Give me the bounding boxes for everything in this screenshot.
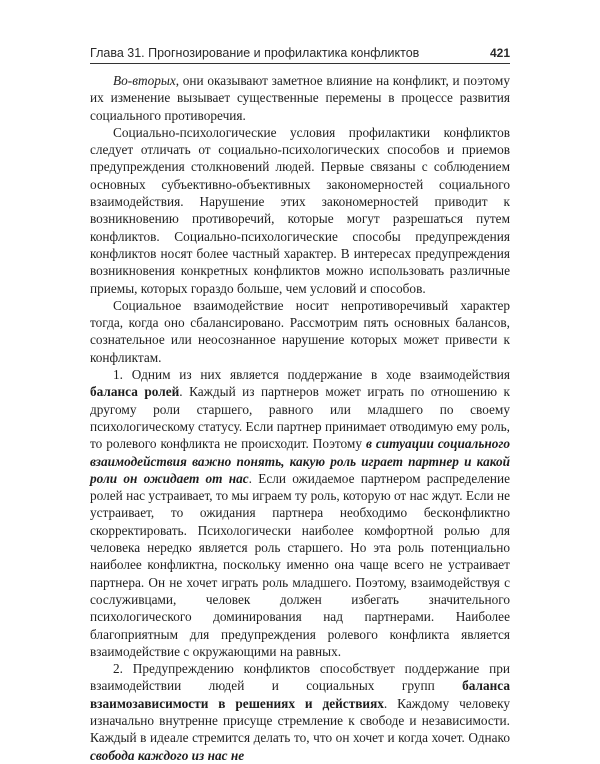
header-rule bbox=[90, 63, 510, 64]
paragraph-3: Социальное взаимодействие носит непротиворечивый характер тогда, когда оно сбалансировано. Рассмотрим пять основных балансов, сознательное или неосознанное нарушение которых может привести к конфликтам. bbox=[90, 297, 510, 365]
paragraph-5: 2. Предупреждению конфликтов способствует поддержание при взаимодействии людей и социальных групп баланса взаимозависимости в решениях и действиях. Каждому человеку изначально внутренне присуще стремление к свободе и независимости. Каждый в идеале стремится делать то, что он хочет и когда хочет. Однако свобода каждого из нас не bbox=[90, 661, 510, 763]
emphasis-freedom: свобода каждого из нас не bbox=[90, 747, 245, 763]
lead-italic: Во-вторых bbox=[113, 73, 176, 88]
emphasis-role-understanding: в ситуации социального взаимодействия важно понять, какую роль играет партнер и какой роли он ожидает от нас bbox=[90, 436, 510, 486]
chapter-title: Глава 31. Прогнозирование и профилактика конфликтов bbox=[90, 46, 420, 60]
paragraph-4: 1. Одним из них является поддержание в ходе взаимодействия баланса ролей. Каждый из партнеров может играть по отношению к другому роли старшего, равного или младшего по своему психологическому статусу. Если партнер принимает отводимую ему роль, то ролевого конфликта не происходит. Поэтому в ситуации социального взаимодействия важно понять, какую роль играет партнер и какой роли он ожидает от нас. Если ожидаемое партнером распределение ролей нас устраивает, то мы играем ту роль, которую от нас ждут. Если не устраивает, то ожидания партнера необходимо бесконфликтно скорректировать. Психологически наиболее комфортной ролью для человека нередко является роль старшего. Но эта роль потенциально наиболее конфликтна, поскольку именно она чаще всего не устраивает партнера. Он не хочет играть роль младшего. Поэтому, взаимодействуя с сослуживцами, человек должен избегать значительного психологического доминирования над партнерами. Наиболее благоприятным для предупреждения ролевого конфликта является взаимодействие с окружающими на равных. bbox=[90, 367, 510, 659]
term-role-balance: баланса ролей bbox=[90, 384, 180, 400]
paragraph-1: Во-вторых, они оказывают заметное влияние на конфликт, и поэтому их изменение вызывает существенные перемены в процессе развития социального противоречия. bbox=[90, 73, 510, 123]
running-header bbox=[90, 40, 510, 60]
term-interdependence-balance: баланса взаимозависимости в решениях и действиях bbox=[90, 678, 510, 711]
paragraph-2: Социально-психологические условия профилактики конфликтов следует отличать от социально-психологических способов и приемов предупреждения столкновений людей. Первые связаны с соблюдением основных субъективно-объективных закономерностей социального взаимодействия. Нарушение этих закономерностей приводит к возникновению противоречий, которые могут разрешаться путем конфликтов. Социально-психологические способы предупреждения конфликтов носят более частный характер. В интересах предупреждения возникновения конкретных конфликтов можно использовать различные приемы, которых гораздо больше, чем условий и способов. bbox=[90, 124, 510, 296]
page-number: 421 bbox=[489, 46, 510, 60]
body-text bbox=[90, 72, 510, 764]
